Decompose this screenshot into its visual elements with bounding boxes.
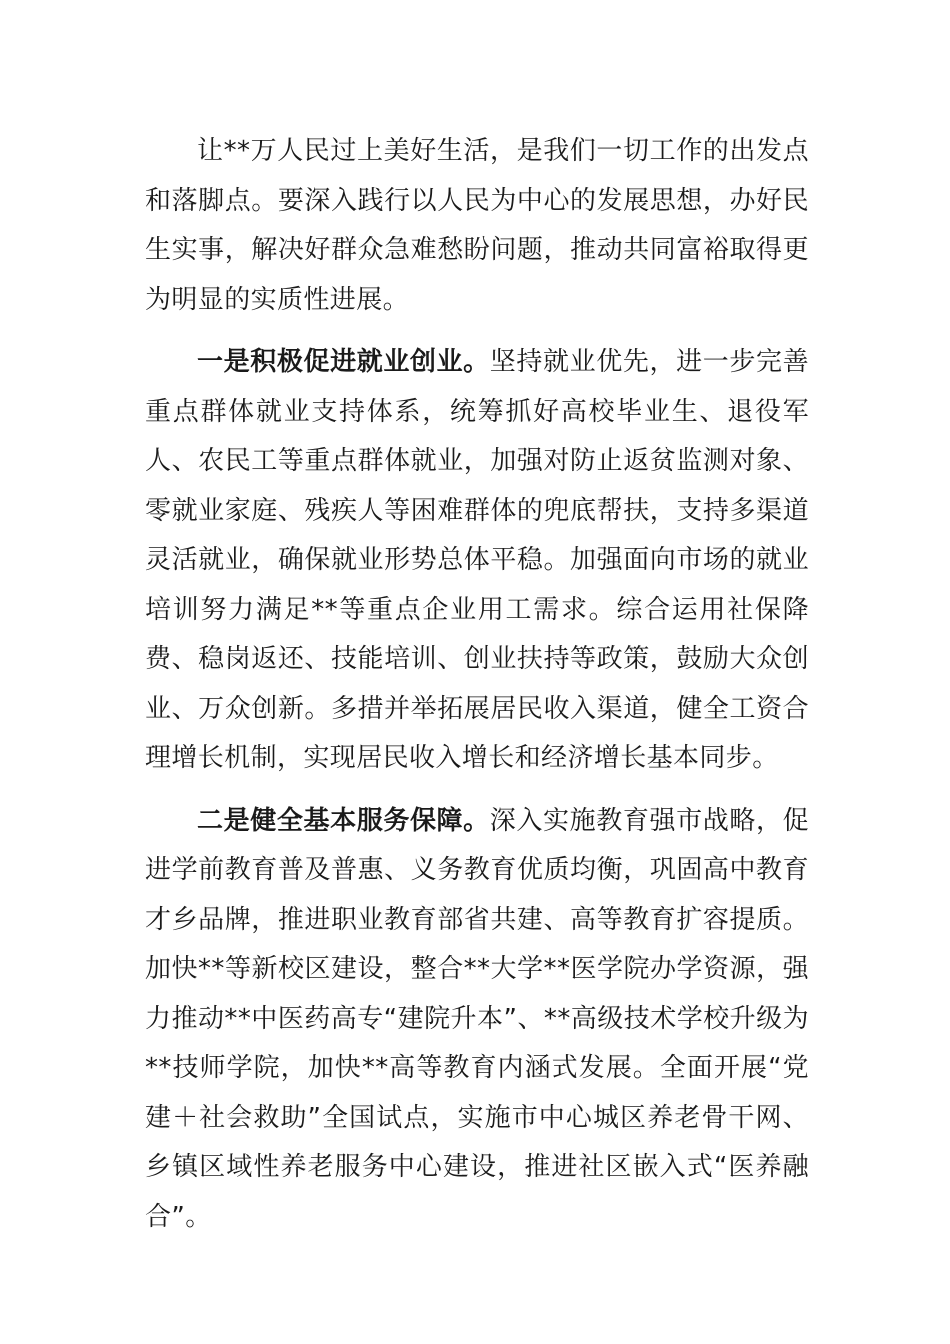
paragraph-employment: [145, 338, 809, 784]
paragraph-services: [145, 797, 809, 1243]
paragraph-services-heading: 二是健全基本服务保障。: [197, 805, 490, 836]
paragraph-employment-text: 坚持就业优先，进一步完善重点群体就业支持体系，统筹抓好高校毕业生、退役军人、农民工等重点群体就业，加强对防止返贫监测对象、零就业家庭、残疾人等困难群体的兜底帮扶，支持多渠道灵活就业，确保就业形势总体平稳。加强面向市场的就业培训努力满足**等重点企业用工需求。综合运用社保降费、稳岗返还、技能培训、创业扶持等政策，鼓励大众创业、万众创新。多措并举拓展居民收入渠道，健全工资合理增长机制，实现居民收入增长和经济增长基本同步。: [145, 347, 809, 773]
paragraph-employment-heading: 一是积极促进就业创业。: [197, 347, 490, 377]
document-page: [145, 127, 809, 1242]
paragraph-intro: [145, 127, 809, 325]
paragraph-intro-text: 让**万人民过上美好生活，是我们一切工作的出发点和落脚点。要深入践行以人民为中心的发展思想，办好民生实事，解决好群众急难愁盼问题，推动共同富裕取得更为明显的实质性进展。: [145, 136, 809, 315]
paragraph-services-text: 深入实施教育强市战略，促进学前教育普及普惠、义务教育优质均衡，巩固高中教育才乡品牌，推进职业教育部省共建、高等教育扩容提质。加快**等新校区建设，整合**大学**医学院办学资源，强力推动**中医药高专“建院升本”、**高级技术学校升级为**技师学院，加快**高等教育内涵式发展。全面开展“党建＋社会救助”全国试点，实施市中心城区养老骨干网、乡镇区域性养老服务中心建设，推进社区嵌入式“医养融合”。: [145, 805, 809, 1232]
